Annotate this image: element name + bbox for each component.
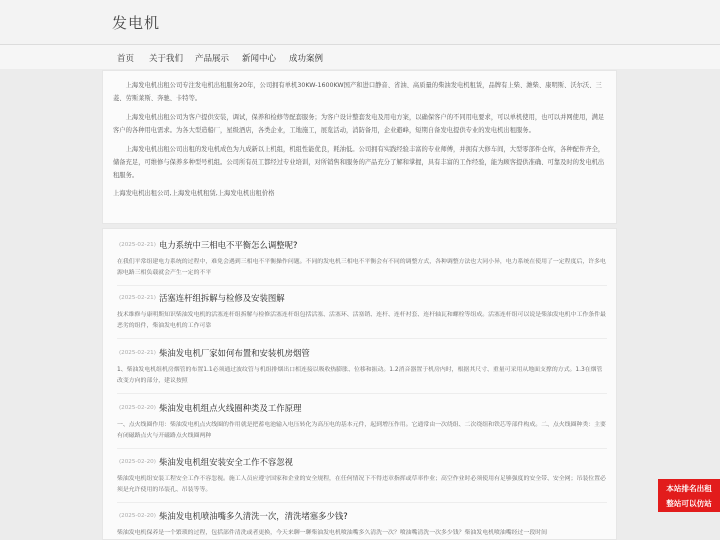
article-date: (2025-02-21) [119, 295, 156, 301]
article-list [102, 228, 617, 540]
nav-item-products[interactable]: 产品展示 [195, 54, 230, 64]
intro-paragraph: 上海发电机出租公司为客户提供安装，调试，保养和检修等配套服务；为客户设计整套发电及用电方案，以确保客户的不同用电要求，可以单机使用，也可以并网使用，满足客户的各种用电需求。为各大型造船厂，星级酒店，各类企业，工地施工，展览活动，消防备用，企业避峰，短期自备发电提供专业的发电机出租服务。 [113, 114, 605, 134]
nav-item-home[interactable]: 首页 [117, 54, 135, 64]
intro-panel [102, 70, 617, 224]
article-summary: 一、点火线圈作用：柴油发电机点火线圈的作用就是把蓄电池输入电压转化为高压电的基本元件，起到增压作用。它通常由一次绕组、二次绕组和铁芯等部件构成。二、点火线圈种类：主要有闭磁路点火与开磁路点火线圈两种 [117, 422, 606, 439]
promo-badge-line: 本站排名出租 [666, 484, 712, 493]
article-date: (2025-02-20) [119, 405, 156, 411]
article-summary: 技术维修与康明斯知识柴油发电机的活塞连杆组拆解与检修活塞连杆组包括活塞、活塞环、活塞销、连杆、连杆衬套、连杆轴瓦和螺栓等组成。活塞连杆组可以说是柴油发电机中工作条件最恶劣的组件，柴油发电机的工作可靠 [117, 312, 606, 329]
list-item [117, 347, 607, 394]
header-bar [0, 0, 720, 45]
article-date: (2025-02-20) [119, 459, 156, 465]
article-summary: 柴油发电机保养是一个繁琐的过程，包括部件清洗或者更换，今天来聊一聊柴油发电机喷油嘴多久清洗一次？喷油嘴清洗一次多少钱？柴油发电机喷油嘴经过一段时间 [117, 530, 548, 536]
intro-paragraph: 上海发电机出租公司专注发电机出租服务20年，公司拥有单机30KW-1600KW国产和进口静音、省油、高质量的柴油发电机租赁，品牌有上柴、潍柴、康明斯、沃尔沃、三菱、劳斯莱斯、奔驰、卡特等。 [113, 82, 602, 102]
site-title[interactable]: 发电机 [112, 14, 161, 32]
intro-paragraph: 上海发电机出租公司出租的发电机成色为九成新以上机组，机组性能优良，耗油低。公司拥有实践经验丰富的专业师傅，并拥有大修车间，大型零部件仓库，各种配件齐全，储备充足，可维修与保养多种型号机组。公司所有员工都经过专业培训，对所销售和服务的产品充分了解和掌握，具有丰富的工作经验，能为顾客提供准确、可靠及时的发电机出租服务。 [113, 146, 605, 179]
promo-badge[interactable] [658, 479, 720, 512]
article-title[interactable]: 柴油发电机喷油嘴多久清洗一次，清洗堵塞多少钱? [159, 511, 348, 521]
article-title[interactable]: 活塞连杆组拆解与检修及安装图解 [159, 293, 285, 303]
nav-item-news[interactable]: 新闻中心 [242, 54, 277, 64]
article-title[interactable]: 柴油发电机组安装安全工作不容忽视 [159, 457, 293, 467]
list-item [117, 402, 607, 449]
list-item [117, 239, 607, 286]
intro-keywords: 上海发电机出租公司,上海发电机租赁,上海发电机出租价格 [113, 190, 275, 197]
article-title[interactable]: 电力系统中三相电不平衡怎么调整呢? [159, 240, 298, 250]
article-summary: 在我们平常组建电力系统的过程中，难免会遇到三相电不平衡操作问题。不同的发电机三相电不平衡会有不同的调整方式，各种调整方法也大同小异，电力系统在使用了一定程度后，许多电源电路三相负载就会产生一定的不平 [117, 259, 606, 276]
list-item [117, 510, 607, 540]
list-item [117, 456, 607, 503]
promo-badge-line: 整站可以仿站 [666, 499, 712, 508]
article-date: (2025-02-21) [119, 242, 156, 248]
article-title[interactable]: 柴油发电机厂家如何布置和安装机房烟管 [159, 348, 310, 358]
article-title[interactable]: 柴油发电机组点火线圈种类及工作原理 [159, 403, 302, 413]
article-date: (2025-02-20) [119, 513, 156, 519]
nav-item-about[interactable]: 关于我们 [149, 54, 184, 64]
article-summary: 1、柴油发电机组机房烟管的布置1.1必须通过波纹管与机组排烟出口相连接以吸收热膨胀、位移和振动。1.2消音器置于机房内时，根据其尺寸、重量可采用从地面支撑的方式。1.3在烟管改变方向的部分，建议按照 [117, 367, 603, 384]
article-date: (2025-02-21) [119, 350, 156, 356]
article-summary: 柴油发电机组安装工程安全工作不容忽视。施工人员应遵守国家和企业的安全规程，在任何情况下不得违章指挥或草率作业；高空作业时必须使用有足够强度的安全带、安全网；吊装位置必须是允许使用的吊装孔、吊装等等。 [117, 476, 606, 493]
main-nav [0, 45, 720, 69]
list-item [117, 292, 607, 339]
nav-item-cases[interactable]: 成功案例 [289, 54, 324, 64]
